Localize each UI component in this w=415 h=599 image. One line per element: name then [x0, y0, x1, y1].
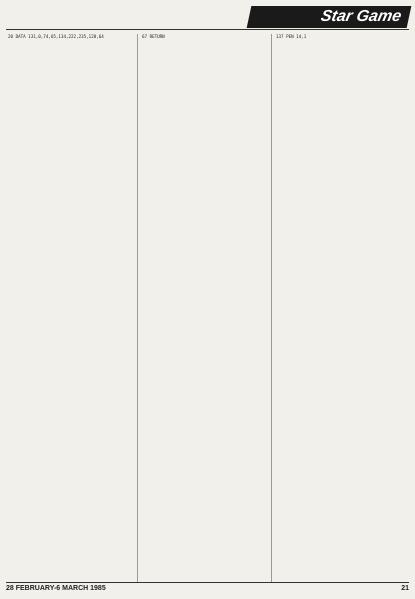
listing-column-3	[276, 34, 410, 582]
page-number: 21	[401, 585, 409, 592]
column-divider	[137, 34, 138, 582]
column-divider	[271, 34, 272, 582]
code-line: 20 DATA 131,0,74,65,134,222,235,128,64	[8, 34, 104, 39]
code-line: 137 PEN 14,1	[276, 34, 307, 39]
page-footer	[6, 582, 409, 595]
section-banner	[247, 6, 412, 28]
section-title: Star Game	[319, 8, 403, 25]
issue-date: 28 FEBRUARY-6 MARCH 1985	[6, 585, 106, 592]
listing-column-2	[142, 34, 267, 582]
header-rule	[6, 29, 409, 30]
code-line: 67 RETURN	[142, 34, 165, 39]
listing-column-1	[8, 34, 133, 582]
